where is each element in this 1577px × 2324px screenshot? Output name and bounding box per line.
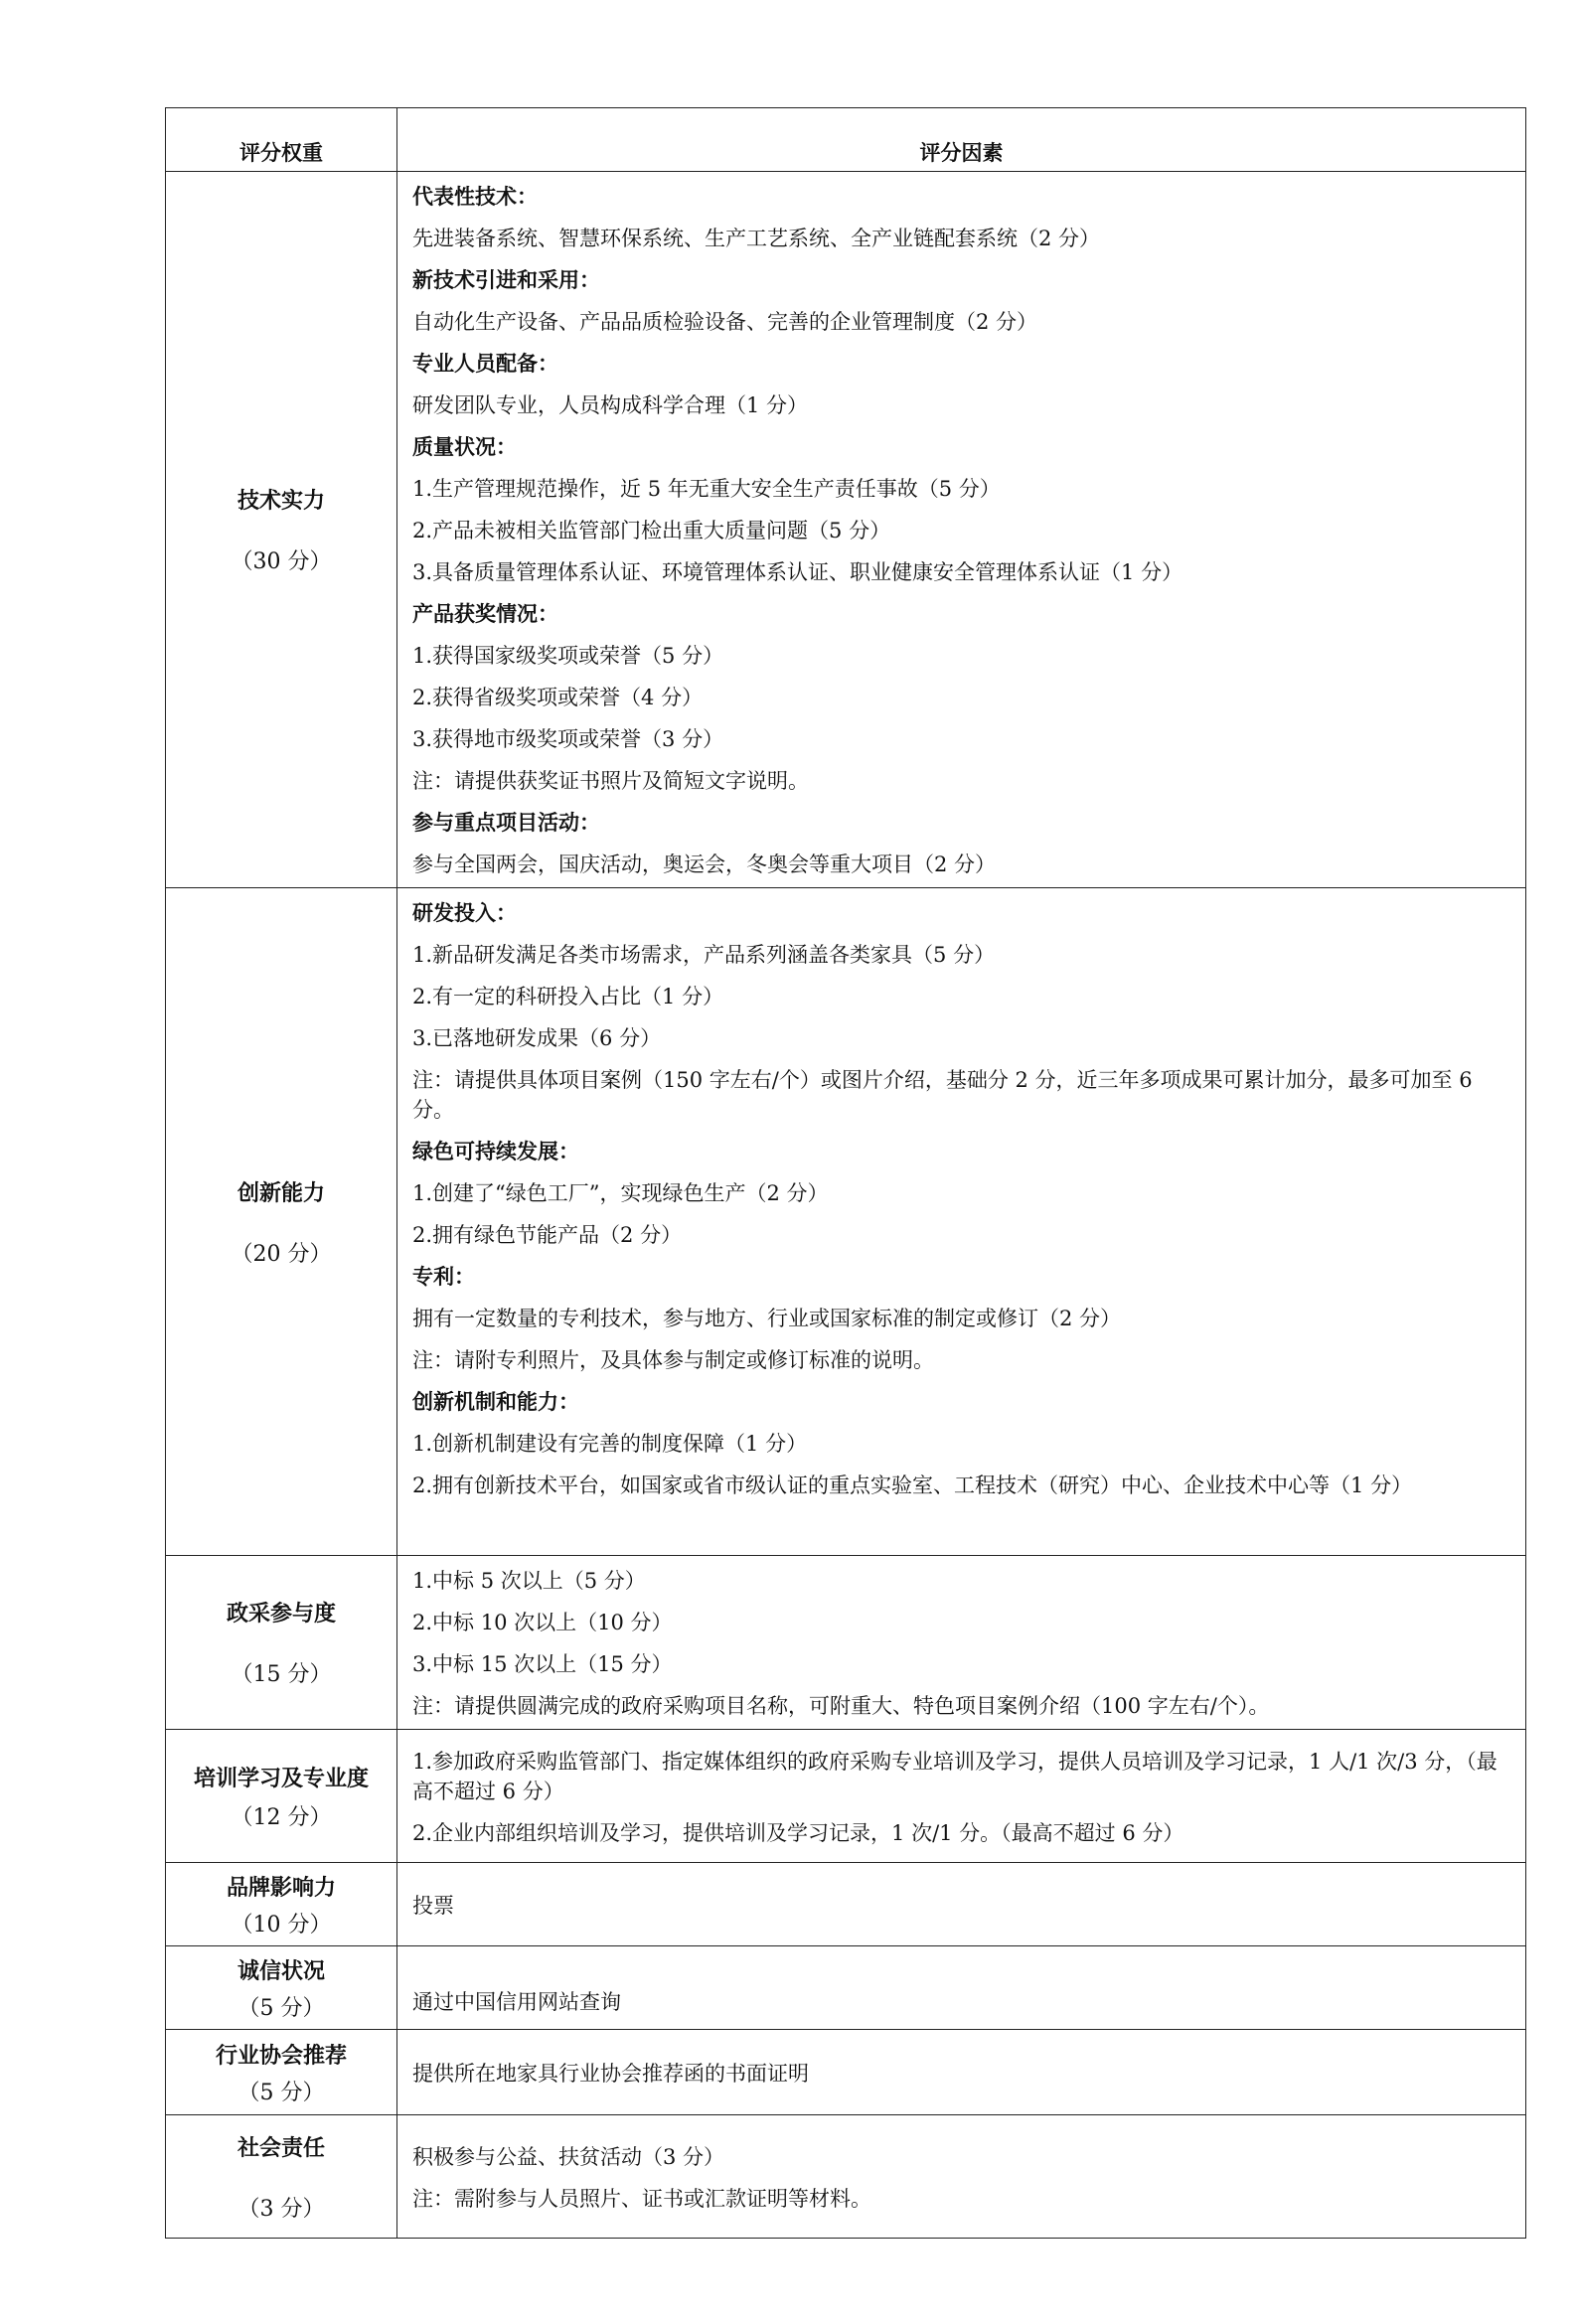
row-factors bbox=[397, 2030, 1526, 2115]
table-row bbox=[166, 2115, 1526, 2239]
factor-line: 3.具备质量管理体系认证、环境管理体系认证、职业健康安全管理体系认证（1 分） bbox=[412, 560, 1183, 584]
row-factors bbox=[397, 888, 1526, 1556]
factor-line: 1.创建了“绿色工厂”，实现绿色生产（2 分） bbox=[412, 1181, 829, 1205]
row-points: （20 分） bbox=[231, 1241, 332, 1267]
row-points: （30 分） bbox=[231, 549, 332, 574]
factor-line: 注：请提供具体项目案例（150 字左右/个）或图片介绍，基础分 2 分，近三年多项成果可累计加分，最多可加至 6 分。 bbox=[412, 1068, 1473, 1122]
factor-line: 积极参与公益、扶贫活动（3 分） bbox=[412, 2144, 725, 2169]
factor-line: 通过中国信用网站查询 bbox=[412, 1989, 621, 2014]
factor-line: 投票 bbox=[412, 1893, 454, 1918]
factor-heading: 质量状况： bbox=[412, 434, 517, 459]
row-factors bbox=[397, 1730, 1526, 1863]
factor-heading: 参与重点项目活动： bbox=[412, 810, 600, 835]
factor-line: 1.参加政府采购监管部门、指定媒体组织的政府采购专业培训及学习，提供人员培训及学习记录，1 人/1 次/3 分，（最高不超过 6 分） bbox=[412, 1749, 1498, 1803]
row-name: 品牌影响力 bbox=[226, 1874, 336, 1901]
factor-line: 1.创新机制建设有完善的制度保障（1 分） bbox=[412, 1432, 808, 1456]
factor-heading: 创新机制和能力： bbox=[412, 1389, 579, 1414]
row-factors bbox=[397, 1946, 1526, 2030]
factor-line: 参与全国两会，国庆活动，奥运会，冬奥会等重大项目（2 分） bbox=[412, 852, 997, 876]
factor-heading: 专利： bbox=[412, 1264, 475, 1289]
factor-line: 2.中标 10 次以上（10 分） bbox=[412, 1611, 673, 1634]
row-name: 诚信状况 bbox=[237, 1957, 325, 1984]
row-points: （15 分） bbox=[231, 1662, 332, 1687]
table-row bbox=[166, 1946, 1526, 2030]
header-factors: 评分因素 bbox=[397, 108, 1526, 172]
table-row bbox=[166, 172, 1526, 888]
row-name: 政采参与度 bbox=[226, 1601, 336, 1627]
row-factors bbox=[397, 2115, 1526, 2239]
row-points: （5 分） bbox=[237, 1995, 325, 2021]
factor-heading: 绿色可持续发展： bbox=[412, 1139, 579, 1163]
factor-line: 2.产品未被相关监管部门检出重大质量问题（5 分） bbox=[412, 519, 891, 542]
table-row bbox=[166, 1556, 1526, 1730]
row-factors bbox=[397, 172, 1526, 888]
factor-line: 提供所在地家具行业协会推荐函的书面证明 bbox=[412, 2061, 809, 2086]
row-points: （3 分） bbox=[237, 2196, 325, 2222]
factor-line: 2.拥有创新技术平台，如国家或省市级认证的重点实验室、工程技术（研究）中心、企业技术中心等（1 分） bbox=[412, 1473, 1413, 1497]
row-points: （10 分） bbox=[231, 1912, 332, 1937]
header-row bbox=[166, 108, 1526, 172]
factor-line: 1.新品研发满足各类市场需求，产品系列涵盖各类家具（5 分） bbox=[412, 943, 996, 967]
table-row bbox=[166, 888, 1526, 1556]
factor-line: 注：需附参与人员照片、证书或汇款证明等材料。 bbox=[412, 2186, 871, 2211]
table-row bbox=[166, 1863, 1526, 1946]
scoring-table bbox=[165, 107, 1526, 2239]
row-name: 创新能力 bbox=[237, 1179, 325, 1206]
row-points: （5 分） bbox=[237, 2080, 325, 2105]
header-weight: 评分权重 bbox=[166, 108, 397, 172]
factor-line: 注：请提供获奖证书照片及简短文字说明。 bbox=[412, 769, 809, 793]
row-points: （12 分） bbox=[231, 1804, 332, 1830]
factor-line: 1.生产管理规范操作，近 5 年无重大安全生产责任事故（5 分） bbox=[412, 477, 1001, 501]
row-factors bbox=[397, 1863, 1526, 1946]
factor-line: 1.获得国家级奖项或荣誉（5 分） bbox=[412, 644, 724, 668]
factor-line: 注：请附专利照片，及具体参与制定或修订标准的说明。 bbox=[412, 1348, 934, 1372]
factor-line: 3.中标 15 次以上（15 分） bbox=[412, 1652, 673, 1676]
row-name: 行业协会推荐 bbox=[215, 2042, 347, 2069]
table-row bbox=[166, 1730, 1526, 1863]
factor-line: 自动化生产设备、产品品质检验设备、完善的企业管理制度（2 分） bbox=[412, 310, 1038, 334]
factor-heading: 代表性技术： bbox=[412, 184, 538, 209]
row-factors bbox=[397, 1556, 1526, 1730]
factor-heading: 专业人员配备： bbox=[412, 351, 558, 376]
factor-line: 先进装备系统、智慧环保系统、生产工艺系统、全产业链配套系统（2 分） bbox=[412, 227, 1101, 250]
factor-line: 1.中标 5 次以上（5 分） bbox=[412, 1569, 646, 1593]
factor-heading: 产品获奖情况： bbox=[412, 601, 558, 626]
factor-heading: 研发投入： bbox=[412, 900, 517, 925]
row-name: 社会责任 bbox=[237, 2134, 325, 2161]
factor-heading: 新技术引进和采用： bbox=[412, 267, 600, 292]
table-row bbox=[166, 2030, 1526, 2115]
factor-line: 2.获得省级奖项或荣誉（4 分） bbox=[412, 686, 704, 709]
factor-line: 2.拥有绿色节能产品（2 分） bbox=[412, 1223, 683, 1247]
row-name: 技术实力 bbox=[237, 488, 325, 514]
factor-line: 2.有一定的科研投入占比（1 分） bbox=[412, 985, 724, 1008]
factor-line: 拥有一定数量的专利技术，参与地方、行业或国家标准的制定或修订（2 分） bbox=[412, 1307, 1122, 1330]
factor-line: 3.获得地市级奖项或荣誉（3 分） bbox=[412, 727, 724, 751]
factor-line: 注：请提供圆满完成的政府采购项目名称，可附重大、特色项目案例介绍（100 字左右/个）。 bbox=[412, 1694, 1270, 1718]
row-name: 培训学习及专业度 bbox=[193, 1765, 369, 1791]
factor-line: 2.企业内部组织培训及学习，提供培训及学习记录，1 次/1 分。（最高不超过 6 分） bbox=[412, 1820, 1184, 1845]
factor-line: 研发团队专业，人员构成科学合理（1 分） bbox=[412, 393, 809, 417]
factor-line: 3.已落地研发成果（6 分） bbox=[412, 1026, 662, 1050]
